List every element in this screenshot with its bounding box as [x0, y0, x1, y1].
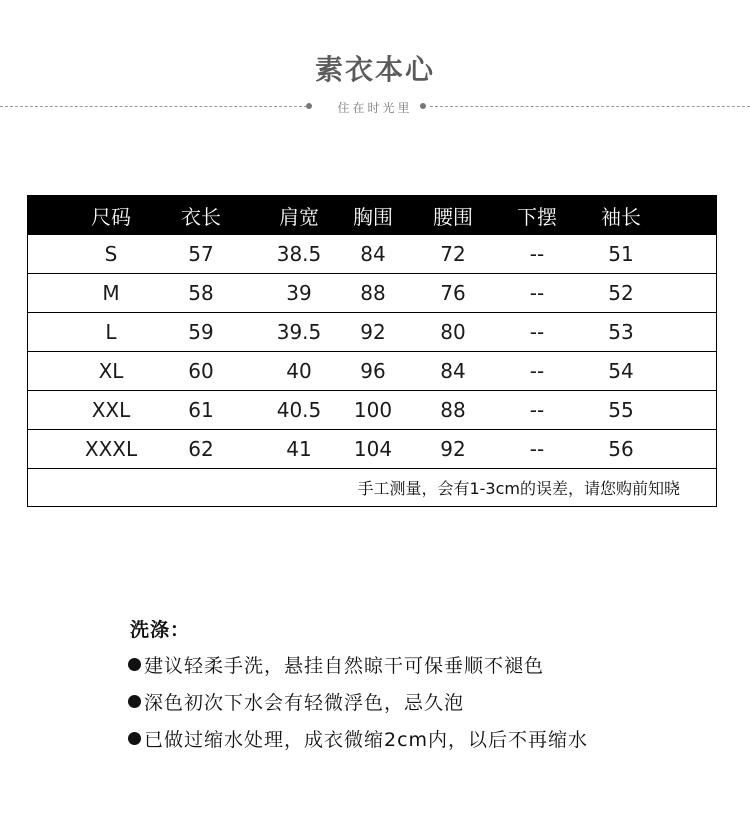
header-cell-hem: 下摆 [517, 204, 557, 229]
cell-hem: -- [529, 320, 545, 344]
cell-hem: -- [529, 398, 545, 422]
table-row [28, 351, 716, 390]
cell-shoulder: 39 [286, 281, 312, 305]
washing-item [128, 725, 588, 752]
cell-size: XL [98, 359, 124, 383]
cell-sleeve: 53 [608, 320, 634, 344]
brand-subtitle: 住在时光里 [337, 101, 413, 115]
cell-waist: 92 [440, 437, 466, 461]
cell-waist: 76 [440, 281, 466, 305]
cell-size: XXL [91, 398, 131, 422]
cell-size: M [102, 281, 120, 305]
cell-size: S [104, 242, 118, 266]
cell-sleeve: 52 [608, 281, 634, 305]
cell-shoulder: 40.5 [276, 398, 322, 422]
washing-title: 洗涤： [130, 619, 191, 641]
brand-title: 素衣本心 [314, 53, 435, 86]
bullet-icon [128, 658, 141, 671]
table-row [28, 312, 716, 351]
cell-size: L [105, 320, 117, 344]
cell-length: 59 [188, 320, 214, 344]
cell-hem: -- [529, 437, 545, 461]
washing-item-text: 已做过缩水处理，成衣微缩2cm内，以后不再缩水 [144, 729, 589, 751]
header-cell-size: 尺码 [91, 204, 131, 229]
cell-shoulder: 40 [286, 359, 312, 383]
washing-item-text: 深色初次下水会有轻微浮色，忌久泡 [144, 692, 465, 714]
cell-length: 61 [188, 398, 214, 422]
cell-chest: 96 [360, 359, 386, 383]
cell-length: 62 [188, 437, 214, 461]
cell-shoulder: 38.5 [276, 242, 322, 266]
measurement-note: 手工测量，会有1-3cm的误差，请您购前知晓 [357, 479, 680, 498]
cell-waist: 88 [440, 398, 466, 422]
cell-waist: 84 [440, 359, 466, 383]
cell-sleeve: 51 [608, 242, 634, 266]
cell-chest: 84 [360, 242, 386, 266]
cell-length: 57 [188, 242, 214, 266]
cell-chest: 100 [353, 398, 393, 422]
header-cell-shoulder: 肩宽 [279, 204, 319, 229]
table-row [28, 234, 716, 273]
bullet-icon [128, 732, 141, 745]
bullet-icon [128, 695, 141, 708]
cell-shoulder: 39.5 [276, 320, 322, 344]
washing-item-text: 建议轻柔手洗，悬挂自然晾干可保垂顺不褪色 [144, 655, 545, 677]
table-row [28, 273, 716, 312]
table-row [28, 429, 716, 468]
cell-chest: 88 [360, 281, 386, 305]
cell-sleeve: 54 [608, 359, 634, 383]
cell-chest: 104 [353, 437, 393, 461]
header-cell-length: 衣长 [181, 204, 221, 229]
cell-sleeve: 55 [608, 398, 634, 422]
cell-waist: 72 [440, 242, 466, 266]
cell-hem: -- [529, 281, 545, 305]
cell-waist: 80 [440, 320, 466, 344]
table-note-row [28, 468, 716, 506]
cell-shoulder: 41 [286, 437, 312, 461]
washing-item [128, 688, 464, 715]
cell-chest: 92 [360, 320, 386, 344]
header-cell-sleeve: 袖长 [601, 204, 641, 229]
cell-sleeve: 56 [608, 437, 634, 461]
table-row [28, 390, 716, 429]
cell-hem: -- [529, 359, 545, 383]
header-cell-waist: 腰围 [433, 204, 473, 229]
table-header-row [28, 196, 716, 234]
cell-length: 58 [188, 281, 214, 305]
washing-item [128, 651, 544, 678]
cell-hem: -- [529, 242, 545, 266]
cell-size: XXXL [84, 437, 138, 461]
size-table [27, 195, 717, 507]
header-cell-chest: 胸围 [353, 204, 393, 229]
cell-length: 60 [188, 359, 214, 383]
